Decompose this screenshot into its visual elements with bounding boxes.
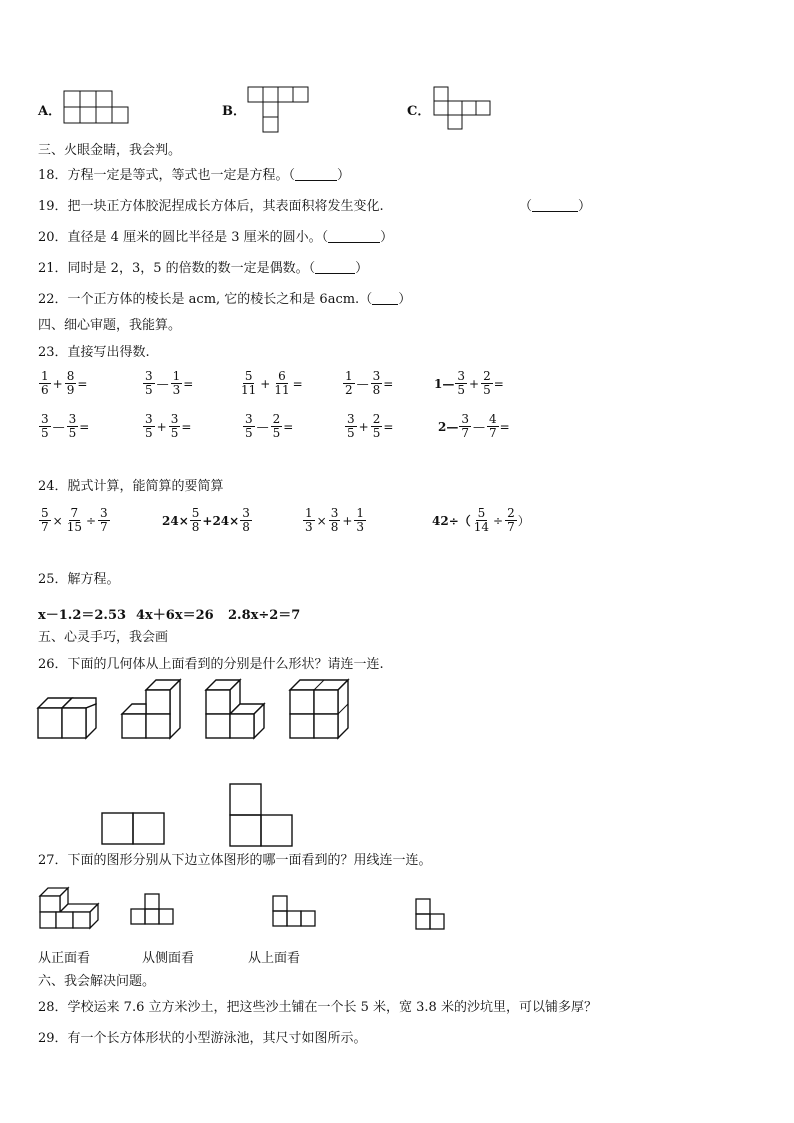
question-29: 29．有一个长方体形状的小型游泳池，其尺寸如图所示。 — [38, 1031, 367, 1046]
section-3-heading: 三、火眼金睛，我会判。 — [38, 143, 182, 158]
q23-r2-e2: $\frac{3}{5}$ + $\frac{3}{5}$ = — [145, 412, 192, 440]
option-b-net — [247, 86, 309, 132]
question-18 — [38, 168, 350, 184]
q27-view-3 — [415, 898, 449, 932]
q24-e4: 42÷（ $\frac{5}{14}$ ÷ $\frac{2}{7}$ ） — [432, 506, 530, 534]
q27-solid — [40, 886, 102, 930]
option-c-net — [433, 86, 493, 132]
q19-answer-blank[interactable] — [532, 199, 578, 212]
q27-label-top: 从上面看 — [248, 951, 301, 966]
q26-solid-2 — [122, 678, 184, 740]
q24-e1: $\frac{5}{7}$ × $\frac{7}{15}$ ÷ $\frac{3}{7}$ — [41, 506, 108, 534]
q23-r2-e4: $\frac{3}{5}$ + $\frac{2}{5}$ = — [347, 412, 394, 440]
q25-equation-3: 2.8x÷2＝7 — [228, 608, 301, 623]
q27-label-front: 从正面看 — [38, 951, 91, 966]
q25-title: 25．解方程。 — [38, 572, 120, 587]
q27-label-side: 从侧面看 — [142, 951, 195, 966]
q22-text: 22．一个正方体的棱长是 acm, 它的棱长之和是 6acm.（ — [38, 292, 373, 307]
q24-title: 24．脱式计算，能简算的要简算 — [38, 479, 224, 494]
q25-equation-1: x－1.2＝2.53 — [38, 608, 127, 623]
question-20 — [38, 230, 393, 246]
q23-r1-e5: 1— $\frac{3}{5}$ + $\frac{2}{5}$ = — [434, 369, 504, 397]
q23-r2-e5: 2— $\frac{3}{7}$ — $\frac{4}{7}$ = — [438, 412, 510, 440]
q19-answer — [519, 199, 591, 215]
q18-text: 18．方程一定是等式，等式也一定是方程。（ — [38, 168, 296, 183]
section-4-heading: 四、细心审题，我能算。 — [38, 318, 182, 333]
q27-view-2 — [272, 895, 320, 929]
section-6-heading: 六、我会解决问题。 — [38, 974, 156, 989]
q20-text: 20．直径是 4 厘米的圆比半径是 3 厘米的圆小。（ — [38, 230, 329, 245]
q23-r2-e1: $\frac{3}{5}$ — $\frac{3}{5}$ = — [41, 412, 90, 440]
q26-solid-1 — [38, 696, 100, 740]
q19-text: 19．把一块正方体胶泥捏成长方体后，其表面积将发生变化. — [38, 199, 384, 214]
q24-e2: 24× $\frac{5}{8}$ +24× $\frac{3}{8}$ — [162, 506, 250, 534]
q22-answer-blank[interactable] — [372, 292, 398, 305]
q23-r2-e3: $\frac{3}{5}$ — $\frac{2}{5}$ = — [245, 412, 294, 440]
q23-title: 23．直接写出得数. — [38, 345, 150, 360]
q22-close: ） — [398, 292, 412, 307]
question-21 — [38, 261, 368, 277]
q20-close: ） — [380, 230, 394, 245]
q18-close: ） — [337, 168, 351, 183]
option-c-label: C． — [407, 104, 431, 119]
section-5-heading: 五、心灵手巧，我会画 — [38, 630, 169, 645]
q21-text: 21．同时是 2，3，5 的倍数的数一定是偶数。（ — [38, 261, 316, 276]
q23-r1-e3: $\frac{5}{11}$ + $\frac{6}{11}$ = — [241, 369, 303, 397]
q21-close: ） — [355, 261, 369, 276]
q19-close: ） — [578, 199, 592, 214]
question-19 — [38, 199, 384, 215]
q27-view-1 — [130, 893, 178, 927]
option-a-net — [63, 90, 133, 124]
option-a-label: A． — [38, 104, 62, 119]
q21-answer-blank[interactable] — [315, 261, 355, 274]
q24-e3: $\frac{1}{3}$ × $\frac{3}{8}$ + $\frac{1}{3}$ — [305, 506, 365, 534]
question-28: 28．学校运来 7.6 立方米沙土，把这些沙土铺在一个长 5 米，宽 3.8 米的沙坑里，可以铺多厚？ — [38, 1000, 597, 1015]
option-b-label: B． — [222, 104, 246, 119]
q20-answer-blank[interactable] — [328, 230, 380, 243]
q23-r1-e4: $\frac{1}{2}$ — $\frac{3}{8}$ = — [345, 369, 394, 397]
q23-r1-e2: $\frac{3}{5}$ — $\frac{1}{3}$ = — [145, 369, 194, 397]
q26-solid-4 — [290, 678, 352, 740]
q26-view-l-shape — [229, 783, 295, 847]
q26-title: 26．下面的几何体从上面看到的分别是什么形状？请连一连. — [38, 657, 384, 672]
q26-solid-3 — [206, 678, 268, 740]
q26-view-two-squares — [101, 812, 167, 846]
q27-title: 27．下面的图形分别从下边立体图形的哪一面看到的？用线连一连。 — [38, 853, 432, 868]
q18-answer-blank[interactable] — [295, 168, 337, 181]
q19-open: （ — [519, 199, 533, 214]
question-22 — [38, 292, 411, 308]
q25-equation-2: 4x＋6x＝26 — [136, 608, 214, 623]
q23-r1-e1: $\frac{1}{6}$ + $\frac{8}{9}$ = — [41, 369, 88, 397]
